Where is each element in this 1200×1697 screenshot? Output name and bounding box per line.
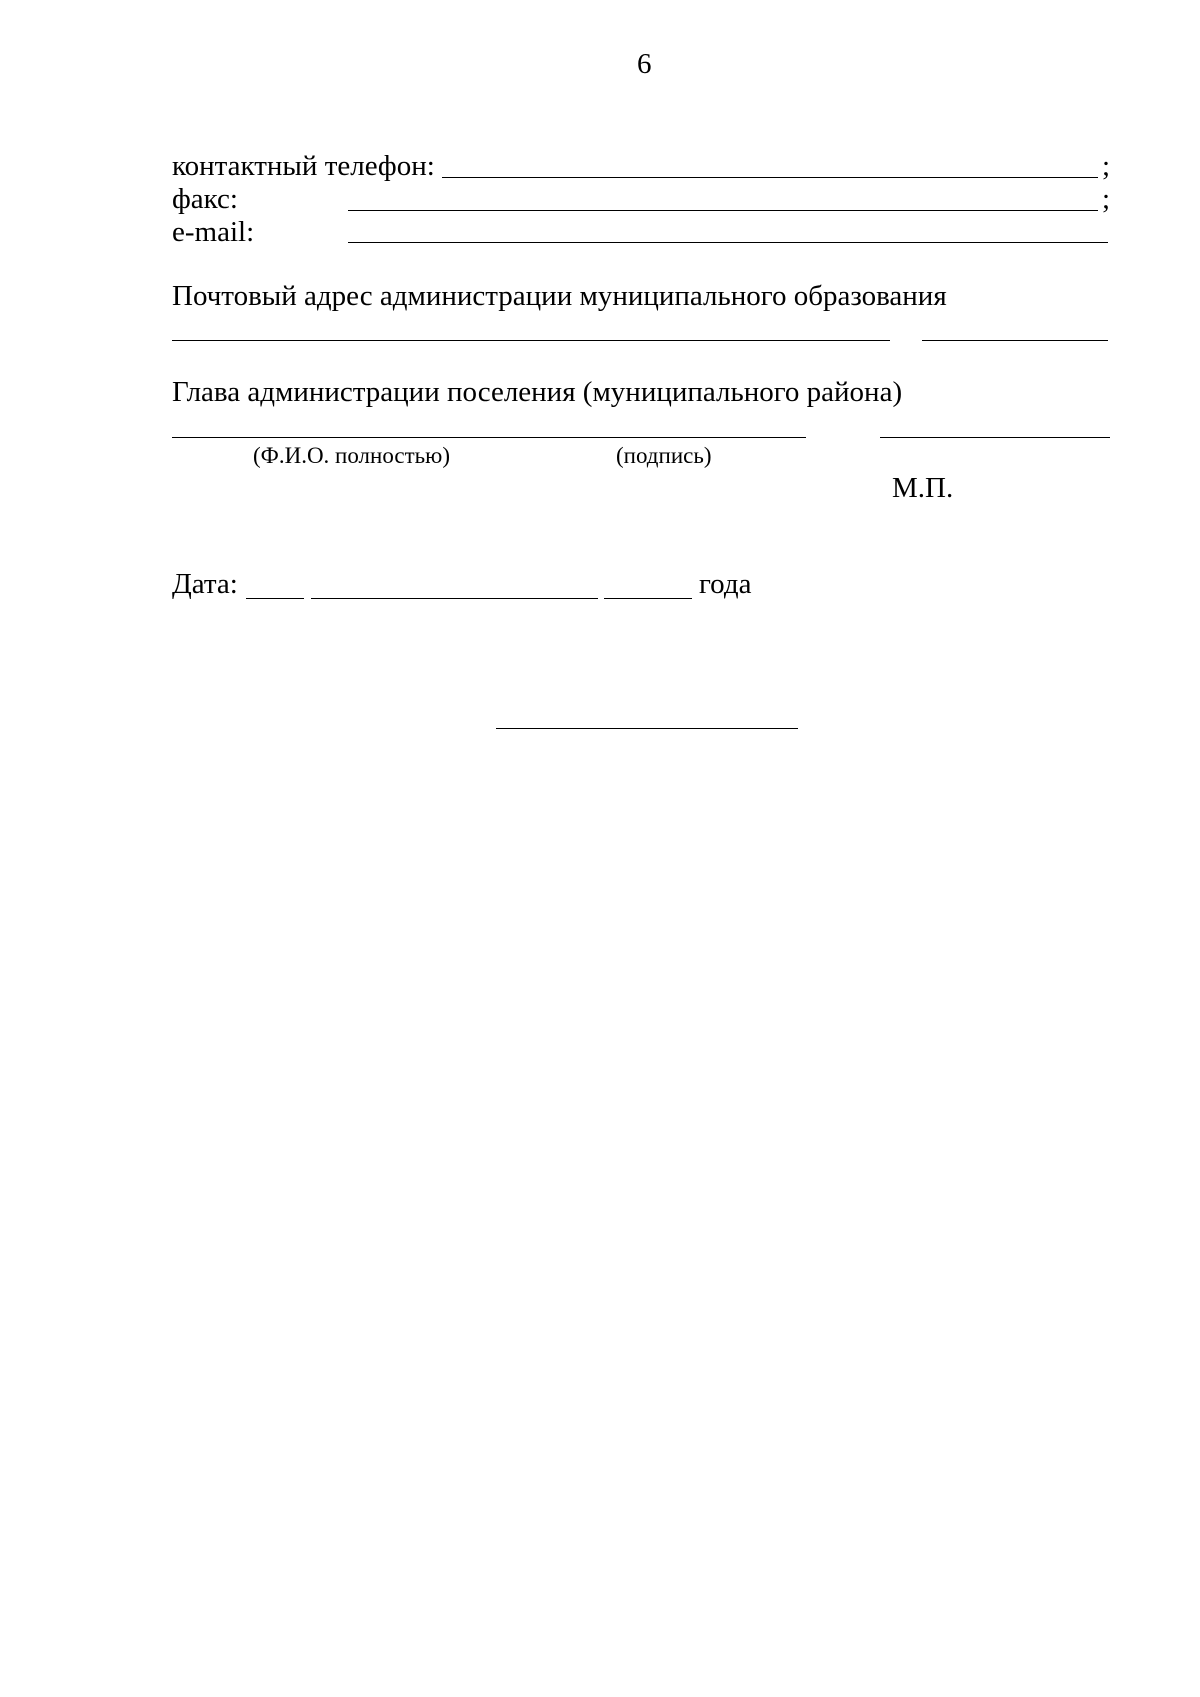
email-label: e-mail: [172,216,255,248]
head-fio-signature-line [172,437,806,438]
fax-fill-line [348,210,1098,211]
postal-index-line [922,340,1108,341]
head-label: Глава администрации поселения (муниципального района) [172,376,903,408]
phone-line-end: ; [1102,150,1111,182]
postal-address-line [172,340,890,341]
phone-label: контактный телефон: [172,150,435,182]
signature-caption: (подпись) [616,443,712,468]
date-month-line [311,598,598,599]
phone-fill-line [442,177,1098,178]
fax-line-end: ; [1102,183,1111,215]
date-year-line [604,598,692,599]
stamp-mark: М.П. [892,472,954,504]
date-day-line [246,598,304,599]
date-year-word: года [699,568,752,600]
date-label: Дата: [172,568,238,600]
page-number: 6 [637,48,652,80]
head-extra-line [880,437,1110,438]
closing-separator-line [496,728,798,729]
email-fill-line [348,242,1108,243]
fax-label: факс: [172,183,238,215]
postal-address-label: Почтовый адрес администрации муниципального образования [172,280,947,312]
fio-caption: (Ф.И.О. полностью) [253,443,451,468]
